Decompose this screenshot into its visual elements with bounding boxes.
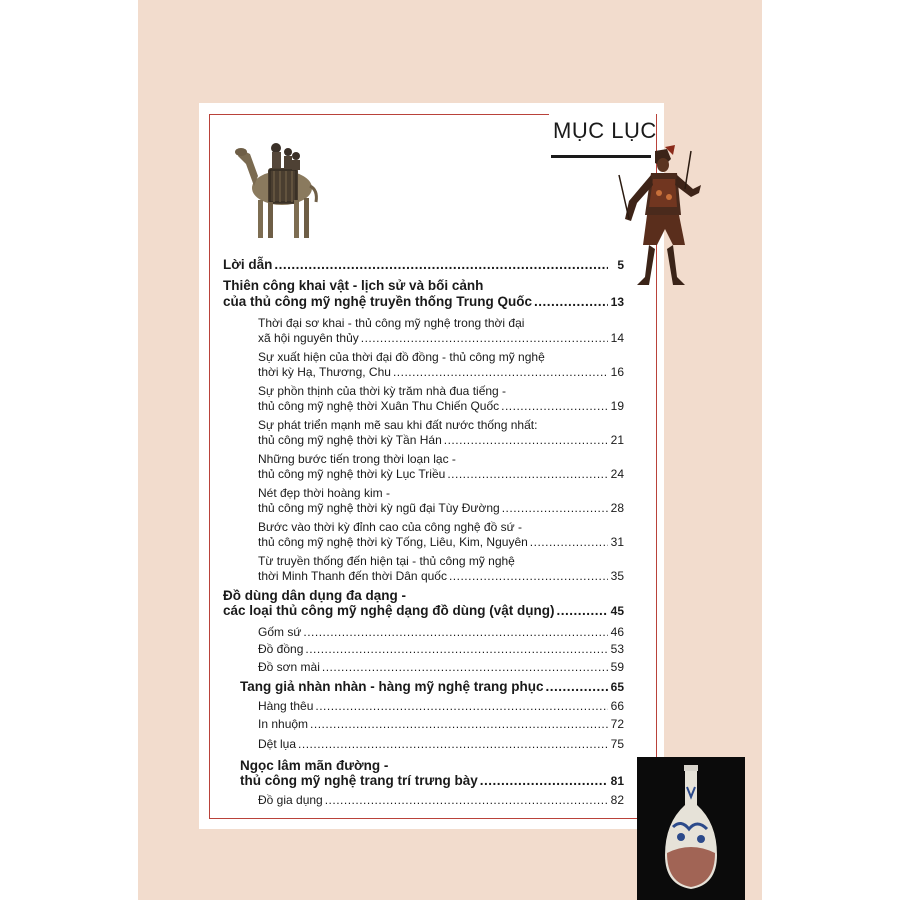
toc-subentry-title: Hàng thêu xyxy=(258,699,314,713)
toc-subentry-title-line2: thủ công mỹ nghệ thời kỳ Tần Hán xyxy=(258,433,442,447)
toc-subentry[interactable] xyxy=(258,331,624,345)
toc-subentry-title: Từ truyền thống đến hiện tại - thủ công mỹ nghệ xyxy=(258,554,515,568)
toc-subentry-title: Đồ gia dụng xyxy=(258,793,323,807)
toc-page-number: 13 xyxy=(610,295,624,309)
toc-entry-ngoc-lam[interactable] xyxy=(240,773,624,788)
toc-page-number: 35 xyxy=(610,569,624,583)
toc-subentry-title-line2: thời kỳ Hạ, Thương, Chu xyxy=(258,365,391,379)
toc-subentry-title: Bước vào thời kỳ đỉnh cao của công nghệ đồ sứ - xyxy=(258,520,522,534)
toc-page-number: 66 xyxy=(610,699,624,713)
toc-subentry-title: Đồ sơn mài xyxy=(258,660,320,674)
toc-frame-top xyxy=(209,114,549,115)
toc-subentry[interactable] xyxy=(258,501,624,515)
toc-subentry-title: Thời đại sơ khai - thủ công mỹ nghệ trong thời đại xyxy=(258,316,525,330)
toc-subentry-title: In nhuộm xyxy=(258,717,309,731)
toc-entry-title: Lời dẫn xyxy=(223,257,273,272)
porcelain-vase-photo xyxy=(637,757,745,900)
toc-subentry-title: Sự phồn thịnh của thời kỳ trăm nhà đua tiếng - xyxy=(258,384,507,398)
toc-subentry-title: Gốm sứ xyxy=(258,625,302,639)
toc-page-number: 45 xyxy=(610,604,624,618)
toc-page-number: 21 xyxy=(610,433,624,447)
toc-subentry-title-line2: thủ công mỹ nghệ thời kỳ ngũ đại Tùy Đường xyxy=(258,501,500,515)
toc-subentry[interactable] xyxy=(258,433,624,447)
toc-subentry-title: Những bước tiến trong thời loạn lạc - xyxy=(258,452,456,466)
toc-subentry[interactable] xyxy=(258,717,624,731)
toc-page-number: 24 xyxy=(610,467,624,481)
toc-subentry[interactable] xyxy=(258,467,624,481)
vase-icon xyxy=(637,757,745,900)
toc-page-number: 16 xyxy=(610,365,624,379)
page-title: MỤC LỤC xyxy=(553,118,657,143)
toc-subentry[interactable] xyxy=(258,660,624,674)
toc-subentry[interactable] xyxy=(258,699,624,713)
toc-subentry[interactable] xyxy=(258,365,624,379)
camel-figurine-image xyxy=(232,116,327,251)
toc-page-number: 19 xyxy=(610,399,624,413)
toc-entry-title: Thiên công khai vật - lịch sử và bối cảnh xyxy=(223,278,484,293)
toc-entry-title: Tang giả nhàn nhàn - hàng mỹ nghệ trang phục xyxy=(240,679,544,694)
toc-entry-title: Đồ dùng dân dụng đa dạng - xyxy=(223,588,406,603)
toc-page-number: 81 xyxy=(610,774,624,788)
toc-subentry-title: Dệt lụa xyxy=(258,737,297,751)
toc-entry-title-line2: của thủ công mỹ nghệ truyền thống Trung Quốc xyxy=(223,294,532,309)
toc-page-number: 75 xyxy=(610,737,624,751)
shadow-puppet-image xyxy=(615,145,705,295)
toc-subentry[interactable] xyxy=(258,569,624,583)
toc-page-number: 82 xyxy=(610,793,624,807)
toc-entry-title: Ngọc lâm mãn đường - xyxy=(240,758,389,773)
toc-entry-title-line2: các loại thủ công mỹ nghệ dạng đồ dùng (vật dụng) xyxy=(223,603,555,618)
toc-subentry-title: Sự xuất hiện của thời đại đồ đồng - thủ công mỹ nghệ xyxy=(258,350,545,364)
toc-subentry-title-line2: thời Minh Thanh đến thời Dân quốc xyxy=(258,569,447,583)
toc-subentry[interactable] xyxy=(258,737,624,751)
toc-page-number: 72 xyxy=(610,717,624,731)
toc-subentry-title: Nét đẹp thời hoàng kim - xyxy=(258,486,390,500)
toc-page-number: 65 xyxy=(610,680,624,694)
toc-subentry[interactable] xyxy=(258,535,624,549)
toc-entry-thien-cong[interactable] xyxy=(223,294,624,309)
toc-subentry[interactable] xyxy=(258,793,624,807)
toc-entry-title-line2: thủ công mỹ nghệ trang trí trưng bày xyxy=(240,773,478,788)
toc-page-number: 59 xyxy=(610,660,624,674)
toc-subentry-title-line2: thủ công mỹ nghệ thời kỳ Lục Triều xyxy=(258,467,446,481)
toc-entry-do-dung[interactable] xyxy=(223,603,624,618)
toc-page-number: 31 xyxy=(610,535,624,549)
toc-subentry-title-line2: xã hội nguyên thủy xyxy=(258,331,359,345)
toc-subentry[interactable] xyxy=(258,625,624,639)
toc-subentry-title: Đồ đồng xyxy=(258,642,304,656)
toc-subentry[interactable] xyxy=(258,399,624,413)
toc-subentry[interactable] xyxy=(258,642,624,656)
toc-subentry-title-line2: thủ công mỹ nghệ thời kỳ Tống, Liêu, Kim, Nguyên xyxy=(258,535,528,549)
toc-page-number: 53 xyxy=(610,642,624,656)
toc-subentry-title-line2: thủ công mỹ nghệ thời Xuân Thu Chiến Quốc xyxy=(258,399,500,413)
toc-page-number: 14 xyxy=(610,331,624,345)
toc-entry-tang-gia[interactable] xyxy=(240,679,624,694)
toc-entry-loi-dan[interactable] xyxy=(223,257,624,272)
toc-page-number: 28 xyxy=(610,501,624,515)
toc-page-number: 5 xyxy=(617,258,624,272)
toc-subentry-title: Sự phát triển mạnh mẽ sau khi đất nước thống nhất: xyxy=(258,418,538,432)
toc-page-number: 46 xyxy=(610,625,624,639)
